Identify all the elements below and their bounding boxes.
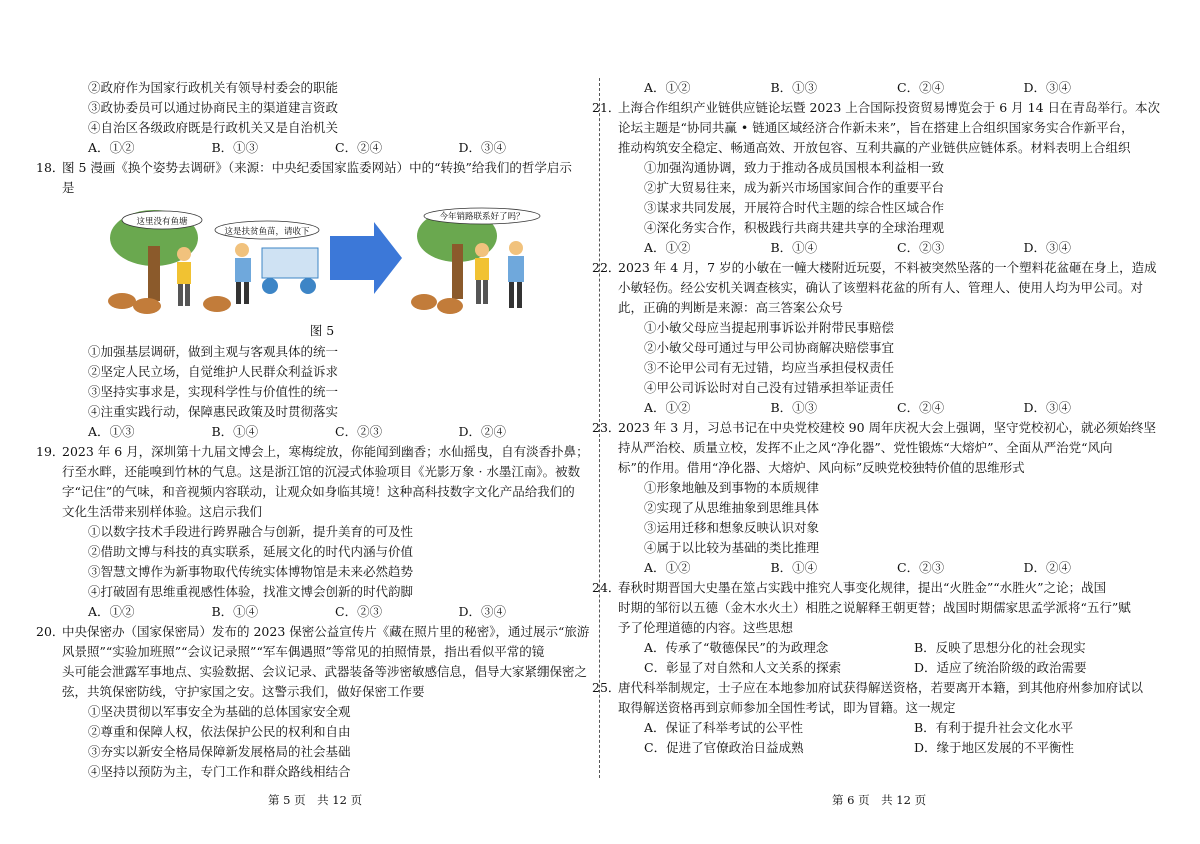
- q19-stem-3: 字“记住”的气味，和音视频内容联动，让观众如身临其境！这种高科技数字文化产品给我们的: [62, 484, 575, 499]
- bubble-text-3: 今年销路联系好了吗？: [439, 212, 525, 222]
- page-footer-left: 第 5 页 共 12 页: [268, 793, 363, 807]
- q17-option-b[interactable]: B．①③: [211, 140, 259, 155]
- q23-item-1: ①形象地触及到事物的本质规律: [644, 480, 820, 495]
- q19-item-1: ①以数字技术手段进行跨界融合与创新，提升美育的可及性: [88, 524, 414, 539]
- q22-stem-2: 小敏轻伤。经公安机关调查核实，确认了该塑料花盆的所有人、管理人、使用人均为甲公司。对: [618, 280, 1144, 295]
- q22-number: 22．: [592, 260, 621, 275]
- q25-stem-2: 取得解送资格再到京师参加全国性考试，即为冒籍。这一规定: [618, 700, 956, 715]
- q18-item-3: ③坚持实事求是，实现科学性与价值性的统一: [88, 384, 339, 399]
- q18-number: 18．: [36, 160, 65, 175]
- q18-option-a[interactable]: A．①③: [88, 424, 135, 439]
- q19-option-c[interactable]: C．②③: [335, 604, 383, 619]
- q24-option-c[interactable]: C．彰显了对自然和人文关系的探索: [644, 660, 842, 675]
- q18-options: [62, 422, 582, 442]
- q20-options: [618, 78, 1150, 98]
- q25-option-a[interactable]: A．保证了科举考试的公平性: [644, 720, 804, 735]
- q25-number: 25．: [592, 680, 621, 695]
- right-column: [592, 78, 1161, 758]
- q21-item-3: ③谋求共同发展，开展符合时代主题的综合性区域合作: [644, 200, 945, 215]
- q20-number: 20．: [36, 624, 65, 639]
- q22-option-a[interactable]: A．①②: [644, 400, 691, 415]
- q23-number: 23．: [592, 420, 621, 435]
- q19-item-3: ③智慧文博作为新事物取代传统实体博物馆是未来必然趋势: [88, 564, 414, 579]
- q20-item-4: ④坚持以预防为主，专门工作和群众路线相结合: [88, 764, 351, 779]
- q18-item-2: ②坚定人民立场，自觉维护人民群众利益诉求: [88, 364, 339, 379]
- q19-option-d[interactable]: D．③④: [458, 604, 507, 619]
- q21-option-c[interactable]: C．②③: [897, 240, 945, 255]
- q22-option-d[interactable]: D．③④: [1023, 400, 1072, 415]
- q20-option-d[interactable]: D．③④: [1023, 80, 1072, 95]
- q22-item-2: ②小敏父母可通过与甲公司协商解决赔偿事宜: [644, 340, 895, 355]
- q24-option-d[interactable]: D．适应了统治阶级的政治需要: [914, 660, 1087, 675]
- q21-number: 21．: [592, 100, 621, 115]
- q21-option-d[interactable]: D．③④: [1023, 240, 1072, 255]
- q21-item-4: ④深化务实合作，积极践行共商共建共享的全球治理观: [644, 220, 945, 235]
- q22-options: [618, 398, 1150, 418]
- q21-stem-3: 推动构筑安全稳定、畅通高效、开放包容、互利共赢的产业链供应链体系。材料表明上合组织: [618, 140, 1131, 155]
- figure-caption: 图 5: [309, 323, 335, 338]
- q19-item-4: ④打破固有思维重视感性体验，找准文博会创新的时代韵脚: [88, 584, 414, 599]
- q22-item-4: ④甲公司诉讼时对自己没有过错承担举证责任: [644, 380, 895, 395]
- q21-item-1: ①加强沟通协调，致力于推动各成员国根本利益相一致: [644, 160, 945, 175]
- q20-item-3: ③夯实以新安全格局保障新发展格局的社会基础: [88, 744, 351, 759]
- q24-number: 24．: [592, 580, 621, 595]
- cartoon-figure: [102, 206, 542, 314]
- q23-options: [618, 558, 1150, 578]
- q24-options: [618, 638, 1150, 678]
- q19-option-a[interactable]: A．①②: [88, 604, 135, 619]
- left-column: [36, 78, 590, 782]
- q25-option-d[interactable]: D．缘于地区发展的不平衡性: [914, 740, 1075, 755]
- q23-option-d[interactable]: D．②④: [1023, 560, 1072, 575]
- q23-stem-1: 23． 2023 年 3 月，习总书记在中央党校建校 90 周年庆祝大会上强调，坚守党校初心，就必须始终坚: [618, 418, 1150, 438]
- q24-stem-2: 时期的邹衍以五德（金木水火土）相胜之说解释王朝更替；战国时期儒家思孟学派将“五行”赋: [618, 600, 1131, 615]
- q17-options: [62, 138, 582, 158]
- q22-option-c[interactable]: C．②④: [897, 400, 945, 415]
- bubble-text-2: 这是扶贫鱼苗，请收下: [224, 227, 310, 237]
- q18-option-d[interactable]: D．②④: [458, 424, 507, 439]
- q19-stem-2: 行至水畔，还能嗅到竹林的气息。这是浙江馆的沉浸式体验项目《光影万象 · 水墨江南》。被数: [62, 464, 581, 479]
- q25-options: [618, 718, 1150, 758]
- q22-option-b[interactable]: B．①③: [770, 400, 818, 415]
- q24-option-b[interactable]: B．反映了思想分化的社会现实: [914, 640, 1086, 655]
- q22-item-1: ①小敏父母应当提起刑事诉讼并附带民事赔偿: [644, 320, 895, 335]
- q17-option-d[interactable]: D．③④: [458, 140, 507, 155]
- q21-item-2: ②扩大贸易往来，成为新兴市场国家间合作的重要平台: [644, 180, 945, 195]
- wheel-icon: [262, 278, 278, 294]
- q24-stem-1: 24． 春秋时期晋国大史墨在筮占实践中推究人事变化规律，提出“火胜金”“水胜火”之论；战国: [618, 578, 1150, 598]
- q23-item-4: ④属于以比较为基础的类比推理: [644, 540, 820, 555]
- q25-option-b[interactable]: B．有利于提升社会文化水平: [914, 720, 1074, 735]
- q21-stem-2: 论坛主题是“协同共赢 • 链通区域经济合作新未来”，旨在搭建上合组织国家务实合作新平台，: [618, 120, 1134, 135]
- q20-item-2: ②尊重和保障人权，依法保护公民的权利和自由: [88, 724, 351, 739]
- cartoon-illustration: [102, 206, 542, 314]
- q20-stem-1: 20． 中央保密办（国家保密局）发布的 2023 保密公益宣传片《藏在照片里的秘密》，通过展示“旅游: [62, 622, 582, 642]
- q21-option-b[interactable]: B．①④: [770, 240, 818, 255]
- q20-stem-4: 弦，共筑保密防线，守护家国之安。这警示我们，做好保密工作要: [62, 684, 425, 699]
- q18-item-4: ④注重实践行动，保障惠民政策及时贯彻落实: [88, 404, 339, 419]
- q21-options: [618, 238, 1150, 258]
- q23-item-2: ②实现了从思维抽象到思维具体: [644, 500, 820, 515]
- q19-stem-4: 文化生活带来别样体验。这启示我们: [62, 504, 263, 519]
- q20-option-c[interactable]: C．②④: [897, 80, 945, 95]
- q18-stem-2: 是: [62, 180, 75, 195]
- q22-stem-3: 此，正确的判断是来源：高三答案公众号: [618, 300, 844, 315]
- q25-option-c[interactable]: C．促进了官僚政治日益成熟: [644, 740, 804, 755]
- page-footer-right: 第 6 页 共 12 页: [832, 793, 927, 807]
- q24-option-a[interactable]: A．传承了“敬德保民”的为政理念: [644, 640, 829, 655]
- q17-option-a[interactable]: A．①②: [88, 140, 135, 155]
- q25-stem-1: 25． 唐代科举制规定，士子应在本地参加府试获得解送资格，若要离开本籍，到其他府州参加府试以: [618, 678, 1150, 698]
- q23-option-c[interactable]: C．②③: [897, 560, 945, 575]
- q19-option-b[interactable]: B．①④: [211, 604, 259, 619]
- q23-stem-3: 标”的作用。借用“净化器、大熔炉、风向标”反映党校独特价值的思维形式: [618, 460, 1025, 475]
- q18-item-1: ①加强基层调研，做到主观与客观具体的统一: [88, 344, 339, 359]
- q17-item-2: ②政府作为国家行政机关有领导村委会的职能: [88, 80, 339, 95]
- q23-stem-2: 持从严治校、质量立校，发挥不止之风“净化器”、党性锻炼“大熔炉”、全面从严治党“风向: [618, 440, 1113, 455]
- q24-stem-3: 予了伦理道德的内容。这些思想: [618, 620, 794, 635]
- q21-option-a[interactable]: A．①②: [644, 240, 691, 255]
- q20-item-1: ①坚决贯彻以军事安全为基础的总体国家安全观: [88, 704, 351, 719]
- q17-item-3: ③政协委员可以通过协商民主的渠道建言资政: [88, 100, 339, 115]
- q22-item-3: ③不论甲公司有无过错，均应当承担侵权责任: [644, 360, 895, 375]
- q21-stem-1: 21． 上海合作组织产业链供应链论坛暨 2023 上合国际投资贸易博览会于 6 月 14 日在青岛举行。本次: [618, 98, 1150, 118]
- q20-option-b[interactable]: B．①③: [770, 80, 818, 95]
- q17-item-4: ④自治区各级政府既是行政机关又是自治机关: [88, 120, 339, 135]
- q19-item-2: ②借助文博与科技的真实联系，延展文化的时代内涵与价值: [88, 544, 414, 559]
- q19-number: 19．: [36, 444, 65, 459]
- person-icon: [177, 247, 191, 261]
- q23-option-b[interactable]: B．①④: [770, 560, 818, 575]
- q20-stem-2: 风景照”“实验加班照”“会议记录照”“军车偶遇照”等常见的拍照情景，指出看似平常的镜: [62, 644, 545, 659]
- q22-stem-1: 22． 2023 年 4 月，7 岁的小敏在一幢大楼附近玩耍，不料被突然坠落的一个塑料花盆砸在身上，造成: [618, 258, 1150, 278]
- q20-option-a[interactable]: A．①②: [644, 80, 691, 95]
- q17-option-c[interactable]: C．②④: [335, 140, 383, 155]
- q23-item-3: ③运用迁移和想象反映认识对象: [644, 520, 820, 535]
- bubble-text-1: 这里没有鱼塘: [136, 217, 188, 227]
- q19-stem-1: 19． 2023 年 6 月，深圳第十九届文博会上，寒梅绽放，你能闻到幽香；水仙摇曳，自有淡香扑鼻；: [62, 442, 582, 462]
- q18-stem-1: 18． 图 5 漫画《换个姿势去调研》（来源：中央纪委国家监委网站）中的“转换”给我们的哲学启示: [62, 158, 582, 178]
- q20-stem-3: 头可能会泄露军事地点、实验数据、会议记录、武器装备等涉密敏感信息，倡导大家紧绷保密之: [62, 664, 588, 679]
- q19-options: [62, 602, 582, 622]
- q18-option-c[interactable]: C．②③: [335, 424, 383, 439]
- q18-option-b[interactable]: B．①④: [211, 424, 259, 439]
- q23-option-a[interactable]: A．①②: [644, 560, 691, 575]
